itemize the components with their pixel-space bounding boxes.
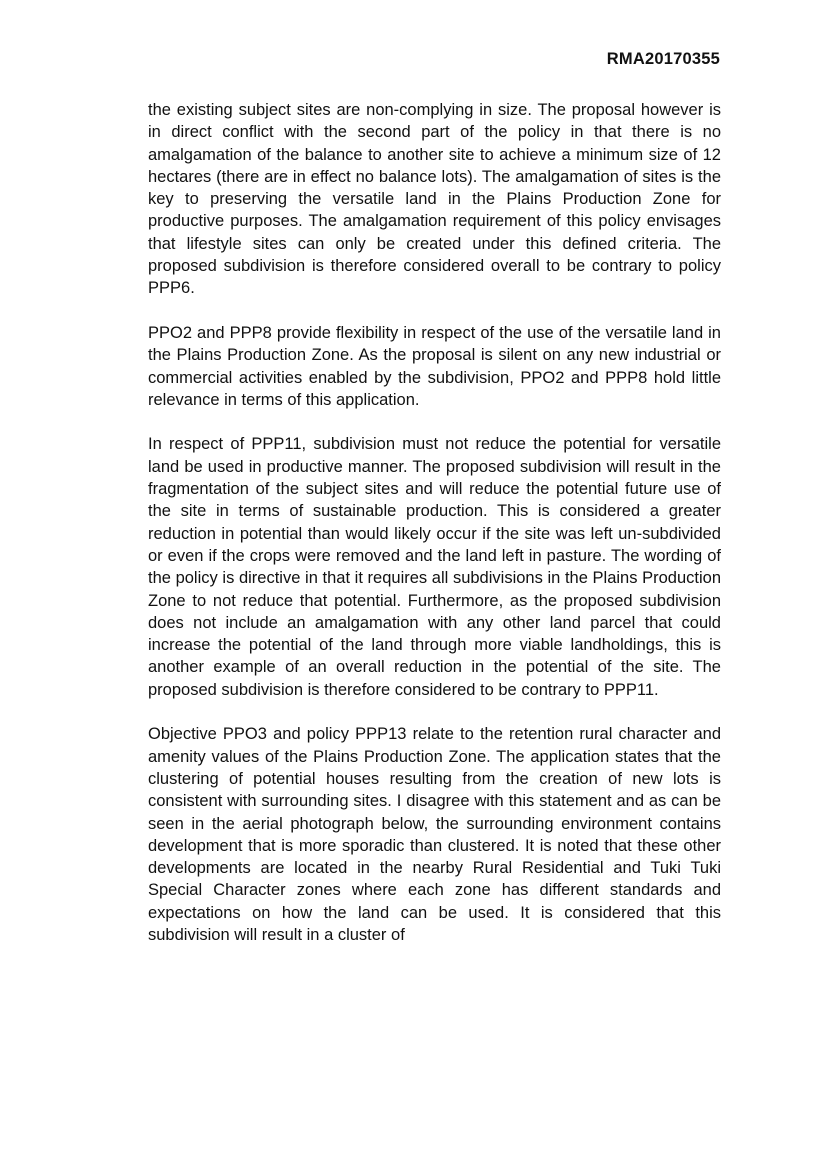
paragraph-ppo2-ppp8: PPO2 and PPP8 provide flexibility in respect of the use of the versatile land in the Plains Production Zone. As the proposal is silent on any new industrial or commercial activities enabled by the subdivision, PPO2 and PPP8 hold little relevance in terms of this application. — [148, 323, 721, 409]
paragraph-policy-ppp6: the existing subject sites are non-complying in size. The proposal however is in direct conflict with the second part of the policy in that there is no amalgamation of the balance to another site to achieve a minimum size of 12 hectares (there are in effect no balance lots). The amalgamation of sites is the key to preserving the versatile land in the Plains Production Zone for productive purposes. The amalgamation requirement of this policy envisages that lifestyle sites can only be created under this defined criteria. The proposed subdivision is therefore considered overall to be contrary to policy PPP6. — [148, 101, 721, 298]
paragraph-ppp11: In respect of PPP11, subdivision must not reduce the potential for versatile land be used in productive manner. The proposed subdivision will result in the fragmentation of the subject sites and will reduce the potential future use of the site in terms of sustainable production. This is considered a greater reduction in potential than would likely occur if the site was left un-subdivided or even if the crops were removed and the land left in pasture. The wording of the policy is directive in that it requires all subdivisions in the Plains Production Zone to not reduce that potential. Furthermore, as the proposed subdivision does not include an amalgamation with any other land parcel that could increase the potential of the land through more viable landholdings, this is another example of an overall reduction in the potential of the site. The proposed subdivision is therefore considered to be contrary to PPP11. — [148, 435, 721, 699]
document-reference: RMA20170355 — [606, 50, 720, 68]
document-body — [148, 99, 721, 969]
paragraph-ppo3-ppp13: Objective PPO3 and policy PPP13 relate to the retention rural character and amenity values of the Plains Production Zone. The application states that the clustering of potential houses resulting from the creation of new lots is consistent with surrounding sites. I disagree with this statement and as can be seen in the aerial photograph below, the surrounding environment contains development that is more sporadic than clustered. It is noted that these other developments are located in the nearby Rural Residential and Tuki Tuki Special Character zones where each zone has different standards and expectations on how the land can be used. It is considered that this subdivision will result in a cluster of — [148, 725, 721, 944]
